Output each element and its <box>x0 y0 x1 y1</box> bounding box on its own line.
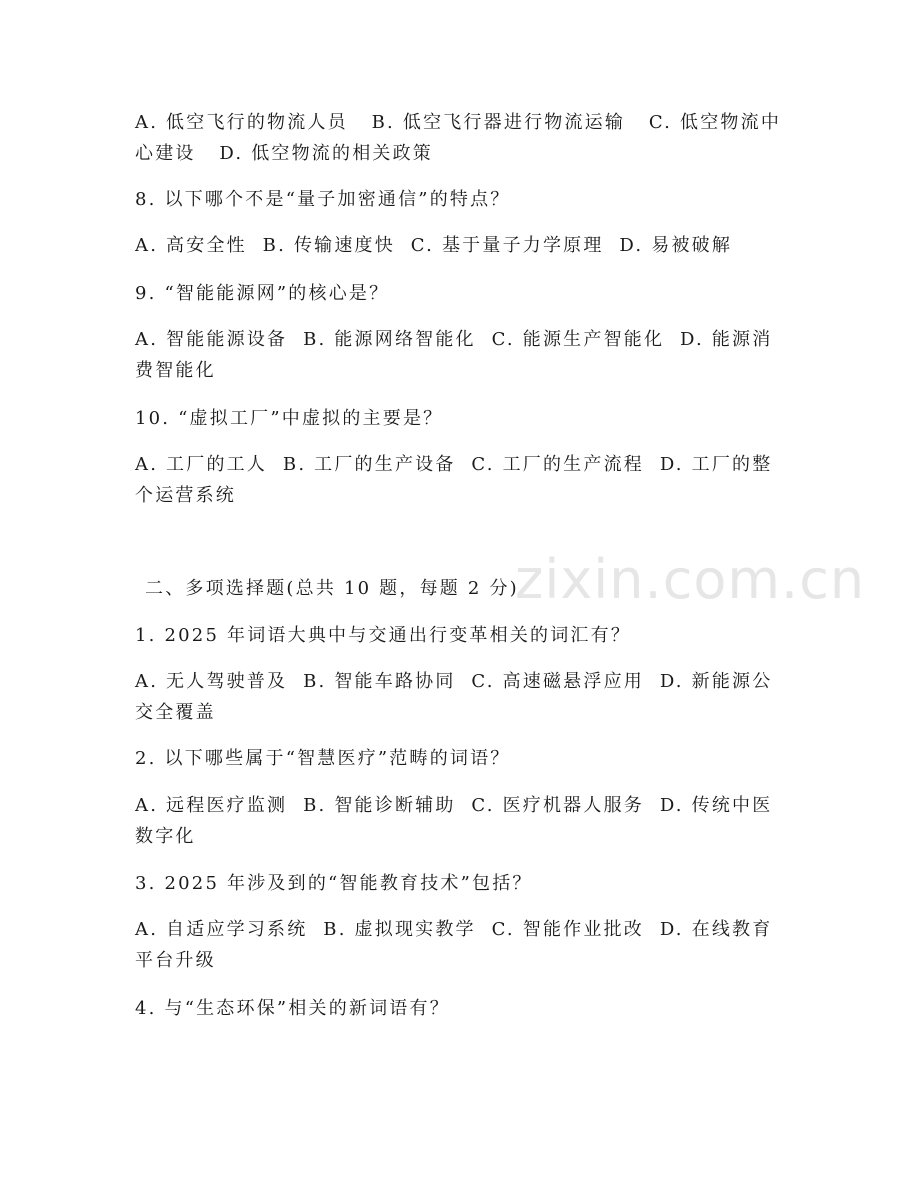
s2-q1-question: 1. 2025 年词语大典中与交通出行变革相关的词汇有？ <box>135 625 632 646</box>
q10-options: A. 工厂的工人 B. 工厂的生产设备 C. 工厂的生产流程 D. 工厂的整个运营系统 <box>135 454 773 506</box>
q8-options: A. 高安全性 B. 传输速度快 C. 基于量子力学原理 D. 易被破解 <box>135 235 733 256</box>
s2-q2-question: 2. 以下哪些属于“智慧医疗”范畴的词语？ <box>135 748 511 769</box>
s2-q3-question: 3. 2025 年涉及到的“智能教育技术”包括？ <box>135 873 533 894</box>
q8-question: 8. 以下哪个不是“量子加密通信”的特点？ <box>135 189 511 210</box>
s2-q2-options: A. 远程医疗监测 B. 智能诊断辅助 C. 医疗机器人服务 D. 传统中医数字化 <box>135 795 773 847</box>
s2-q1-options: A. 无人驾驶普及 B. 智能车路协同 C. 高速磁悬浮应用 D. 新能源公交全覆盖 <box>135 671 773 723</box>
q9-options: A. 智能能源设备 B. 能源网络智能化 C. 能源生产智能化 D. 能源消费智能化 <box>135 329 773 381</box>
s2-q3-options: A. 自适应学习系统 B. 虚拟现实教学 C. 智能作业批改 D. 在线教育平台升级 <box>135 919 773 971</box>
watermark: zixin.com.cn <box>515 548 866 611</box>
q10-question: 10. “虚拟工厂”中虚拟的主要是？ <box>135 408 444 429</box>
q9-question: 9. “智能能源网”的核心是？ <box>135 283 390 304</box>
section2-heading: 二、多项选择题(总共 10 题，每题 2 分) <box>145 578 519 599</box>
s2-q4-question: 4. 与“生态环保”相关的新词语有？ <box>135 998 450 1019</box>
q7-options: A. 低空飞行的物流人员 B. 低空飞行器进行物流运输 C. 低空物流中心建设 D. 低空物流的相关政策 <box>135 112 782 164</box>
